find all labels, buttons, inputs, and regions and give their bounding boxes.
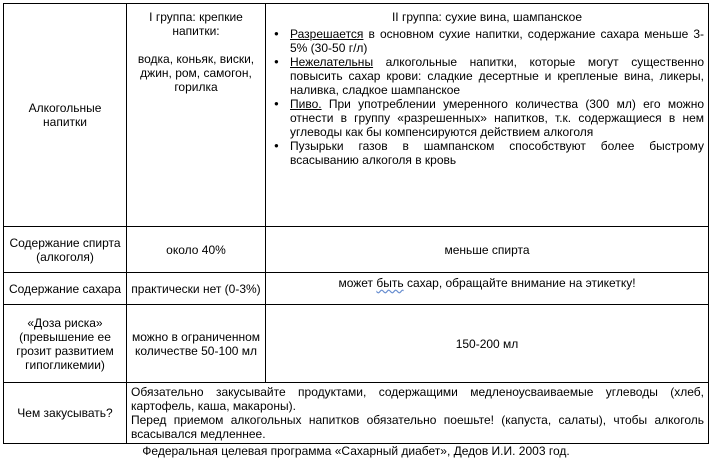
rule-text: алкогольные напитки, которые могут существенно повысить сахар крови: сладкие десертные и крепленые вина, ликеры, наливка, сладкое шампанское [290,55,704,97]
sugar-note-post: сахар, обращайте внимание на этикетку! [403,276,636,290]
group1-alcohol-value: около 40% [127,227,266,273]
row-label-drinks: Алкогольные напитки [4,4,127,227]
sugar-note-wavy: быть [376,276,404,290]
list-item [290,97,704,139]
table-row-dose [4,305,709,383]
table-row-sugar [4,273,709,305]
table-row-drinks [4,4,709,227]
group2-title: II группа: сухие вина, шампанское [391,10,583,24]
group1-list: водка, коньяк, виски, джин, ром, самогон, горилка [137,52,255,94]
group1-sugar-value: практически нет (0-3%) [127,273,266,305]
alcohol-guide-table [3,3,709,444]
rule-text: Пузырьки газов в шампанском способствуют более быстрому всасыванию алкоголя в кровь [290,139,704,167]
rule-text: в основном сухие напитки, содержание сахара меньше 3-5% (30-50 г/л) [290,27,704,55]
rule-lead: Пиво. [290,97,322,111]
row-label-alcohol: Содержание спирта (алкоголя) [4,227,127,273]
list-item [290,55,704,97]
group2-sugar-value [266,273,709,305]
table-row-alcohol [4,227,709,273]
group2-drinks-cell [266,4,709,227]
list-item [290,27,704,55]
snack-advice-2: Перед приемом алкогольных напитков обязательно поешьте! (капуста, салаты), чтобы алкоголь всасывался медленнее. [131,413,704,441]
sugar-note-pre: может [338,276,377,290]
group2-rules-list [270,27,704,167]
row-label-snack: Чем закусывать? [4,383,127,444]
rule-lead: Нежелательны [290,55,374,69]
snack-advice-cell [127,383,709,444]
snack-advice-1: Обязательно закусывайте продуктами, содержащими медленоусваиваемые углеводы (хлеб, картофель, каша, макароны). [131,385,704,413]
group2-dose-value: 150-200 мл [266,305,709,383]
list-item [290,139,704,167]
rule-lead: Разрешается [290,27,364,41]
group1-dose-value: можно в ограниченном количестве 50-100 мл [127,305,266,383]
table-row-snack [4,383,709,444]
group1-drinks-cell [127,4,266,227]
group2-alcohol-value: меньше спирта [266,227,709,273]
source-footer: Федеральная целевая программа «Сахарный диабет», Дедов И.И. 2003 год. [142,444,570,458]
row-label-dose: «Доза риска» (превышение ее грозит развитием гипогликемии) [4,305,127,383]
row-label-sugar: Содержание сахара [4,273,127,305]
rule-text: При употреблении умеренного количества (300 мл) его можно отнести в группу «разрешенных» напитков, т.к. содержащиеся в нем углеводы как бы компенсируются действием алкоголя [290,97,704,139]
group1-title: I группа: крепкие напитки: [149,10,243,38]
